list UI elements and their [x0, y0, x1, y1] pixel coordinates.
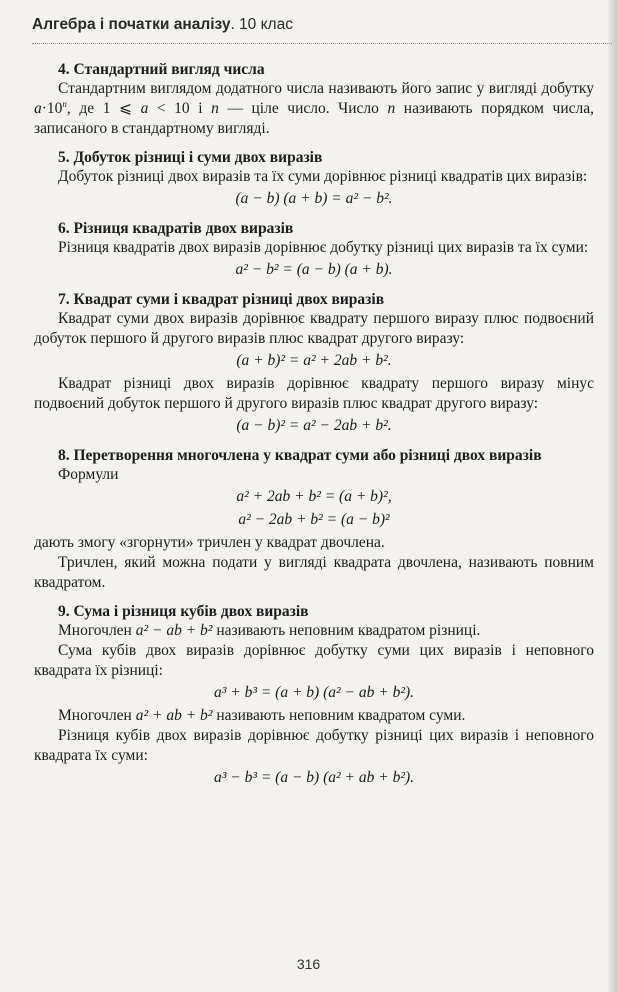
header-divider	[32, 43, 612, 44]
section-4-heading: 4. Стандартний вигляд числа	[58, 61, 265, 78]
section-6-formula: a² − b² = (a − b) (a + b).	[235, 261, 393, 278]
section-7-heading: 7. Квадрат суми і квадрат різниці двох виразів	[58, 291, 385, 308]
section-9-formula-2: a³ − b³ = (a − b) (a² + ab + b²).	[213, 769, 415, 786]
section-9-text-2: Сума кубів двох виразів дорівнює добутку суми цих виразів і неповного квадрата їх різниці:	[34, 642, 594, 679]
page-content	[34, 60, 594, 791]
section-5-heading: 5. Добуток різниці і суми двох виразів	[58, 149, 323, 166]
section-9-text-3: Многочлен a² + ab + b² називають неповним квадратом суми.	[58, 707, 466, 724]
section-6-text: Різниця квадратів двох виразів дорівнює добутку різниці цих виразів та їх суми:	[58, 239, 589, 256]
header-title: Алгебра і початки аналізу	[32, 16, 231, 33]
section-9-text-4: Різниця кубів двох виразів дорівнює добутку різниці цих виразів і неповного квадрата їх суми:	[34, 727, 594, 764]
section-7-formula-2: (a − b)² = a² − 2ab + b².	[236, 417, 392, 434]
section-9-formula-1: a³ + b³ = (a + b) (a² − ab + b²).	[213, 684, 415, 701]
section-5-text: Добуток різниці двох виразів та їх суми дорівнює різниці квадратів цих виразів:	[58, 168, 588, 185]
section-8-heading: 8. Перетворення многочлена у квадрат суми або різниці двох виразів	[58, 447, 542, 464]
section-8-text-1: дають змогу «згорнути» тричлен у квадрат двочлена.	[34, 534, 385, 551]
section-8-formula-2: a² − 2ab + b² = (a − b)²	[238, 511, 390, 528]
section-7-text-2: Квадрат різниці двох виразів дорівнює квадрату першого виразу мінус подвоєний добуток першого й другого виразів плюс квадрат другого виразу:	[34, 375, 594, 412]
section-7-text-1: Квадрат суми двох виразів дорівнює квадрату першого виразу плюс подвоєний добуток першого й другого виразів плюс квадрат другого виразу:	[34, 310, 594, 347]
section-9-heading: 9. Сума і різниця кубів двох виразів	[58, 603, 309, 620]
section-8-text-2: Тричлен, який можна подати у вигляді квадрата двочлена, називають повним квадратом.	[34, 554, 594, 591]
section-5-formula: (a − b) (a + b) = a² − b².	[235, 190, 393, 207]
page-number: 316	[296, 956, 321, 972]
section-6-heading: 6. Різниця квадратів двох виразів	[58, 220, 294, 237]
section-4-text: Стандартним виглядом додатного числа називають його запис у вигляді добутку $a\cdot 10^n$, де 1 ⩽ a < 10 і n — ціле число. Число n називають порядком числа, записаного в стандартному вигляді.	[34, 80, 594, 137]
section-8-formula-1: a² + 2ab + b² = (a + b)²,	[236, 488, 392, 505]
section-7-formula-1: (a + b)² = a² + 2ab + b².	[236, 352, 392, 369]
header-grade: . 10 клас	[230, 16, 293, 33]
section-8-intro: Формули	[58, 466, 119, 483]
section-9-text-1: Многочлен a² − ab + b² називають неповним квадратом різниці.	[58, 622, 481, 639]
page-edge-shadow	[608, 0, 617, 992]
running-header	[32, 16, 612, 34]
